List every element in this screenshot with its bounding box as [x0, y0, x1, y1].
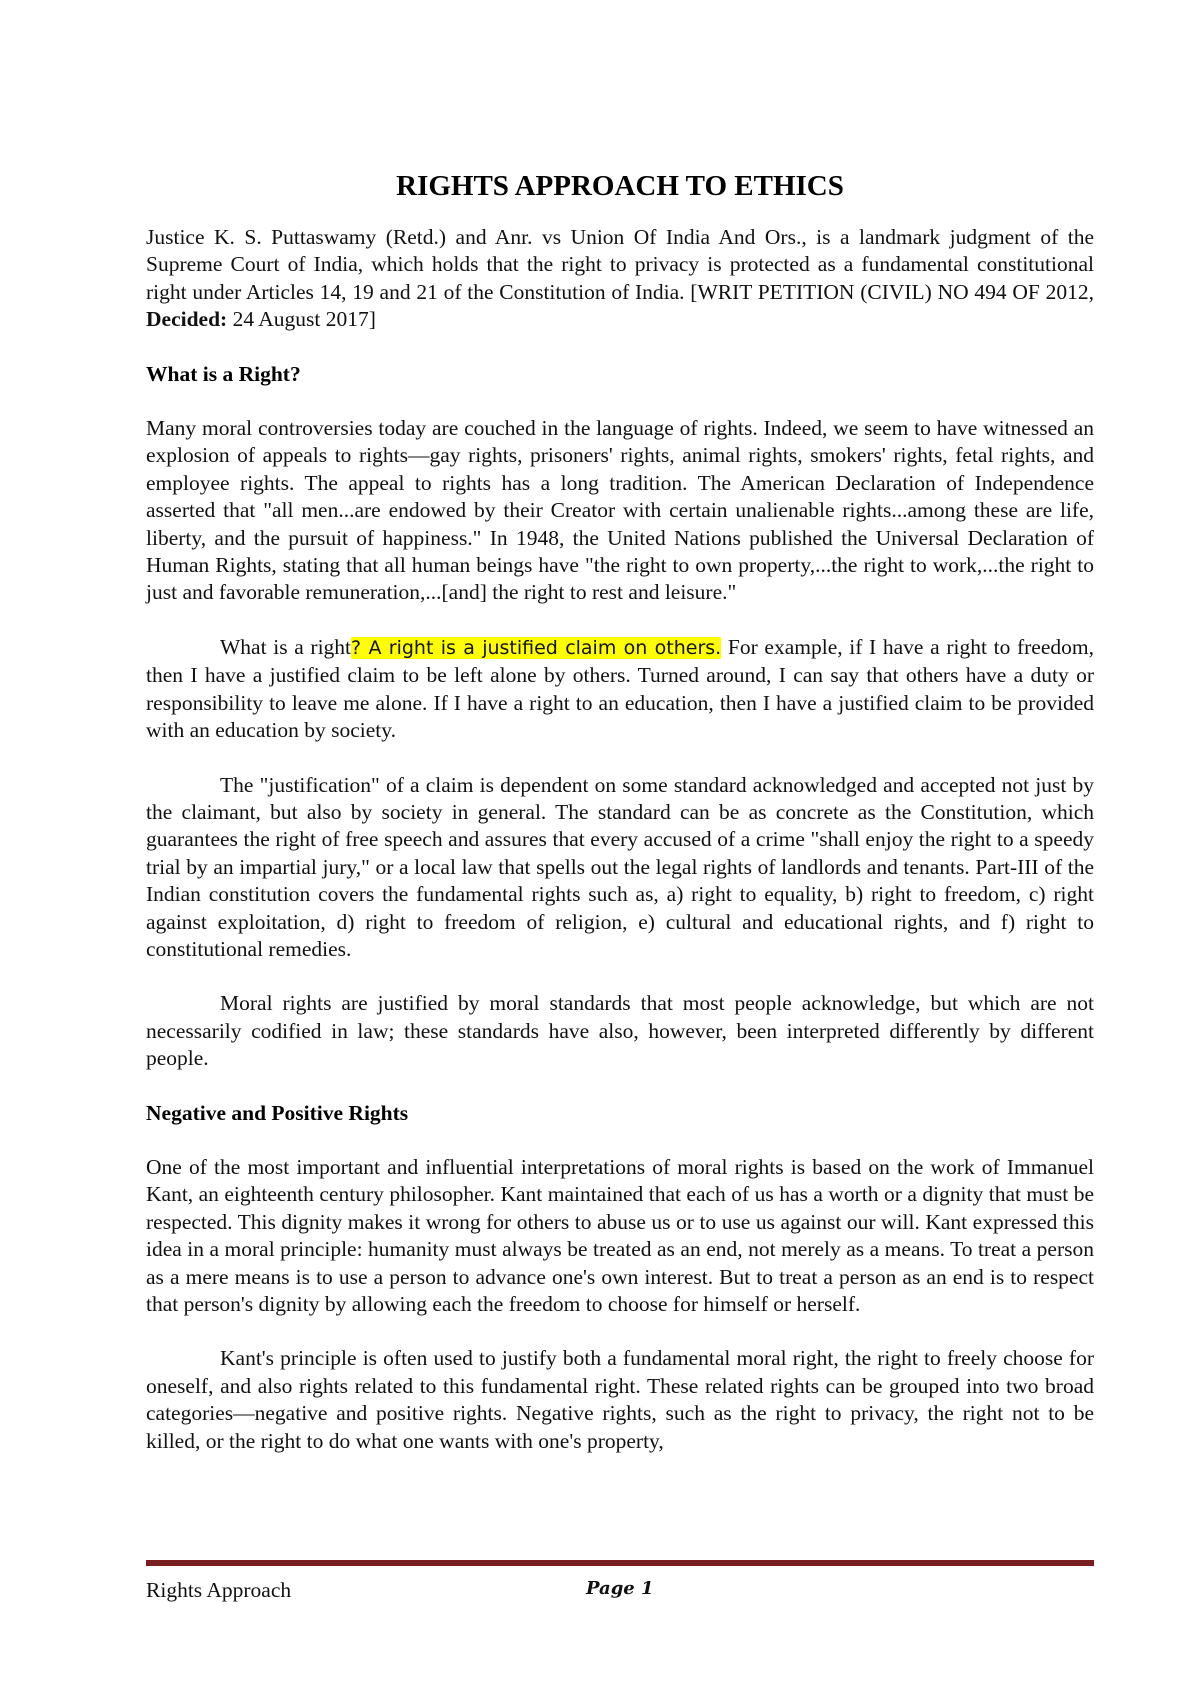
footer-rule [146, 1560, 1094, 1566]
paragraph-rights-controversies: Many moral controversies today are couched in the language of rights. Indeed, we seem to have witnessed an explosion of appeals to rights—gay rights, prisoners' rights, animal rights, smokers' rights, fetal rights, and employee rights. The appeal to rights has a long tradition. The American Declaration of Independence asserted that "all men...are endowed by their Creator with certain unalienable rights...among these are life, liberty, and the pursuit of happiness." In 1948, the United Nations published the Universal Declaration of Human Rights, stating that all human beings have "the right to own property,...the right to work,...the right to just and favorable remuneration,...[and] the right to rest and leisure." [146, 416, 1094, 605]
intro-paragraph [146, 224, 1094, 334]
decided-label: Decided: [146, 307, 228, 332]
paragraph-what-is-a-right [146, 634, 1094, 745]
paragraph-justification: The "justification" of a claim is dependent on some standard acknowledged and accepted not just by the claimant, but also by society in general. The standard can be as concrete as the Constitution, which guarantees the right of free speech and assures that every accused of a crime "shall enjoy the right to a speedy trial by an impartial jury," or a local law that spells out the legal rights of landlords and tenants. Part-III of the Indian constitution covers the fundamental rights such as, a) right to equality, b) right to freedom, c) right against exploitation, d) right to freedom of religion, e) cultural and educational rights, and f) right to constitutional remedies. [146, 772, 1094, 961]
highlighted-definition: ? A right is a justified claim on others. [351, 636, 722, 659]
paragraph-text-before: What is a right [220, 634, 352, 659]
paragraph-kant-principle: Kant's principle is often used to justify both a fundamental moral right, the right to freely choose for oneself, and also rights related to this fundamental right. These related rights can be grouped into two broad categories—negative and positive rights. Negative rights, such as the right to privacy, the right not to be killed, or the right to do what one wants with one's property, [146, 1346, 1094, 1453]
section-heading-what-is-a-right: What is a Right? [146, 361, 301, 386]
footer-title: Rights Approach [146, 1578, 292, 1602]
document-title: RIGHTS APPROACH TO ETHICS [396, 170, 844, 202]
decided-date: 24 August 2017] [227, 307, 376, 332]
intro-text: Justice K. S. Puttaswamy (Retd.) and Anr. vs Union Of India And Ors., is a landmark judgment of the Supreme Court of India, which holds that the right to privacy is protected as a fundamental constitutional right under Articles 14, 19 and 21 of the Constitution of India. [WRIT PETITION (CIVIL) NO 494 OF 2012, [146, 225, 1094, 304]
paragraph-kant: One of the most important and influential interpretations of moral rights is based on the work of Immanuel Kant, an eighteenth century philosopher. Kant maintained that each of us has a worth or a dignity that must be respected. This dignity makes it wrong for others to abuse us or to use us against our will. Kant expressed this idea in a moral principle: humanity must always be treated as an end, not merely as a means. To treat a person as a mere means is to use a person to advance one's own interest. But to treat a person as an end is to respect that person's dignity by allowing each the freedom to choose for himself or herself. [146, 1154, 1094, 1316]
section-heading-negative-positive: Negative and Positive Rights [146, 1100, 409, 1125]
page-number: Page 1 [586, 1578, 654, 1599]
paragraph-moral-rights: Moral rights are justified by moral standards that most people acknowledge, but which are not necessarily codified in law; these standards have also, however, been interpreted differently by different people. [146, 991, 1094, 1071]
paragraph-text-after: For example, if I have a right to freedom, then I have a justified claim to be left alone by others. Turned around, I can say that others have a duty or responsibility to leave me alone. If I have a right to an education, then I have a justified claim to be provided with an education by society. [146, 634, 1094, 743]
page-footer [146, 1578, 1094, 1608]
page-content [146, 168, 1094, 1482]
